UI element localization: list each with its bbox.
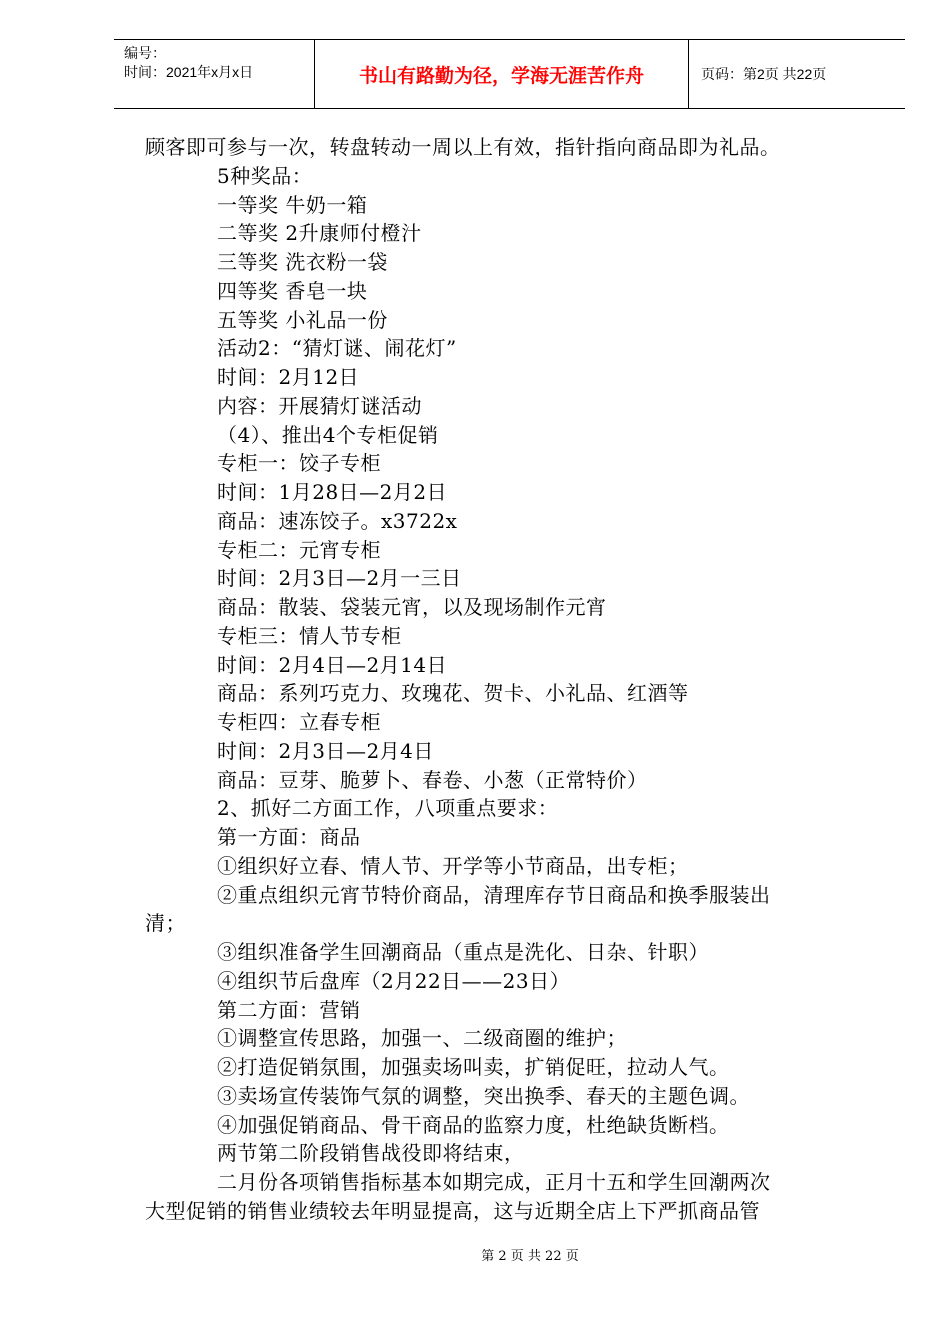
- body-line: 两节第二阶段销售战役即将结束，: [217, 1141, 525, 1166]
- body-line: 时间：2月12日: [217, 365, 360, 389]
- body-line: 时间：1月28日—2月2日: [217, 480, 448, 504]
- body-line: 清；: [145, 911, 186, 936]
- body-line: ④加强促销商品、骨干商品的监察力度，杜绝缺货断档。: [217, 1112, 730, 1137]
- body-line: 专柜二：元宵专柜: [217, 537, 381, 562]
- body-line: 活动2：“猜灯谜、闹花灯”: [217, 336, 457, 361]
- header-page-info: 页码：第2页 共22页: [701, 66, 827, 82]
- body-line: 专柜三：情人节专柜: [217, 623, 402, 648]
- body-line: 三等奖 洗衣粉一袋: [217, 250, 388, 274]
- header-motto: 书山有路勤为径，学海无涯苦作舟: [315, 40, 689, 108]
- body-line: ②重点组织元宵节特价商品，清理库存节日商品和换季服装出: [217, 882, 771, 907]
- body-line: 2、抓好二方面工作，八项重点要求：: [217, 796, 559, 821]
- body-line: ①调整宣传思路，加强一、二级商圈的维护；: [217, 1026, 627, 1051]
- body-line: 商品：系列巧克力、玫瑰花、贺卡、小礼品、红酒等: [217, 681, 689, 706]
- body-line: 大型促销的销售业绩较去年明显提高，这与近期全店上下严抓商品管: [145, 1198, 760, 1223]
- body-line: 二月份各项销售指标基本如期完成，正月十五和学生回潮两次: [217, 1170, 771, 1194]
- body-line: ④组织节后盘库（2月22日——23日）: [217, 968, 571, 993]
- body-line: ③卖场宣传装饰气氛的调整，突出换季、春天的主题色调。: [217, 1083, 750, 1108]
- body-line: 一等奖 牛奶一箱: [217, 192, 368, 217]
- body-line: 专柜一：饺子专柜: [217, 451, 381, 476]
- body-line: ①组织好立春、情人节、开学等小节商品，出专柜；: [217, 853, 689, 878]
- document-header: [114, 39, 905, 109]
- page-footer: [0, 1245, 950, 1264]
- body-line: 商品：散装、袋装元宵，以及现场制作元宵: [217, 595, 607, 619]
- document-time-label: 时间：2021年x月x日: [124, 64, 254, 80]
- body-line: 专柜四：立春专柜: [217, 710, 381, 734]
- body-line: 时间：2月3日—2月一三日: [217, 566, 462, 591]
- body-line: 内容：开展猜灯谜活动: [217, 393, 422, 418]
- body-line: ②打造促销氛围，加强卖场叫卖，扩销促旺，拉动人气。: [217, 1055, 730, 1079]
- body-line: 五等奖 小礼品一份: [217, 307, 388, 332]
- body-line: 时间：2月4日—2月14日: [217, 652, 448, 677]
- document-number-label: 编号：: [124, 45, 166, 61]
- body-line: 二等奖 2升康师付橙汁: [217, 221, 422, 246]
- body-line: 商品：速冻饺子。x3722x: [217, 508, 458, 533]
- header-meta-cell: [114, 40, 315, 108]
- body-line: 顾客即可参与一次，转盘转动一周以上有效，指针指向商品即为礼品。: [145, 135, 781, 159]
- body-line: 第二方面：营销: [217, 997, 361, 1022]
- document-body: [145, 133, 885, 1226]
- body-line: 第一方面：商品: [217, 825, 361, 849]
- body-line: 时间：2月3日—2月4日: [217, 738, 434, 763]
- footer-page-number: 第 2 页 共 22 页: [481, 1249, 579, 1264]
- body-line: 四等奖 香皂一块: [217, 278, 368, 303]
- body-line: ③组织准备学生回潮商品（重点是洗化、日杂、针职）: [217, 940, 709, 964]
- body-line: （4）、推出4个专柜促销: [217, 422, 439, 447]
- body-line: 5种奖品：: [217, 163, 313, 188]
- body-line: 商品：豆芽、脆萝卜、春卷、小葱（正常特价）: [217, 767, 648, 792]
